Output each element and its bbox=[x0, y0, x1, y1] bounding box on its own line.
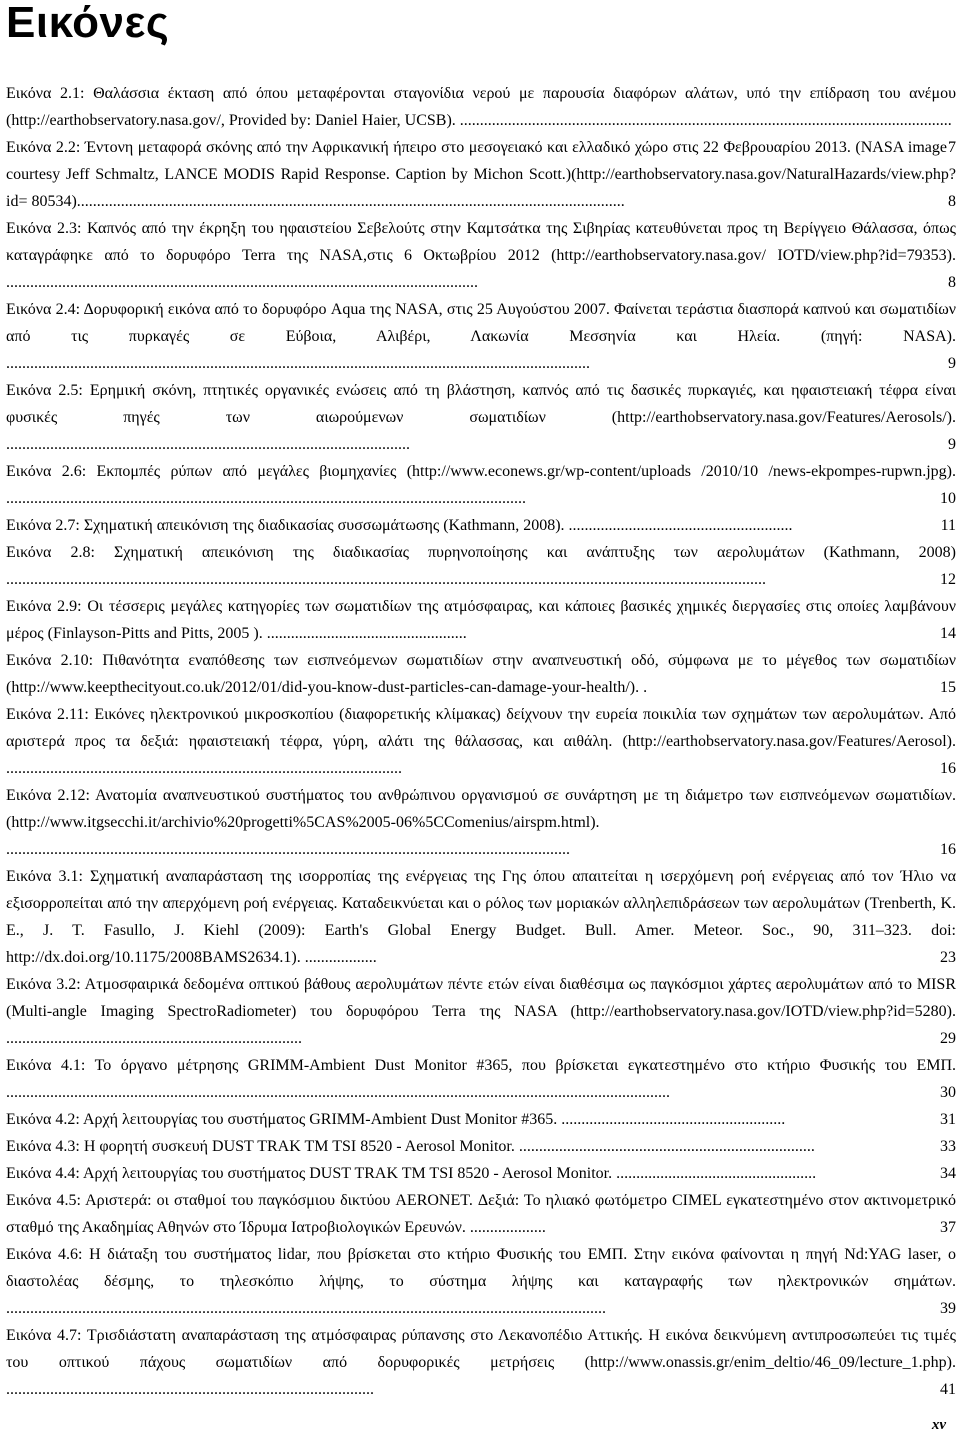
toc-entry-text: Εικόνα 2.7: Σχηματική απεικόνιση της διαδικασίας συσσωμάτωσης (Kathmann, 2008). ........................................................ bbox=[6, 517, 793, 534]
toc-entry-text: Εικόνα 4.5: Αριστερά: οι σταθμοί του παγκόσμιου δικτύου AERONET. Δεξιά: Το ηλιακό φωτόμετρο CIMEL εγκατεστημένο στον ακτινομετρικό σταθμό της Ακαδημίας Αθηνών στο Ίδρυμα Ιατροβιολογικών Ερευνών. ................... bbox=[6, 1192, 956, 1236]
toc-entry bbox=[6, 971, 956, 1052]
toc-page-ref: 9 bbox=[947, 350, 956, 377]
toc-entry-text: Εικόνα 4.6: Η διάταξη του συστήματος lidar, που βρίσκεται στο κτήριο Φυσικής του ΕΜΠ. Στην εικόνα φαίνονται η πηγή Nd:YAG laser, ο διαστολέας δέσμης, το τηλεσκόπιο λήψης, το σύστημα λήψης και καταγραφής των ηλεκτρονικών σημάτων. ...................................................................................................................................................... bbox=[6, 1246, 956, 1317]
toc-entry bbox=[6, 458, 956, 512]
toc-entry-text: Εικόνα 2.11: Εικόνες ηλεκτρονικού μικροσκοπίου (διαφορετικής κλίμακας) δείχνουν την ευρεία ποικιλία των σχημάτων των αερολυμάτων. Από αριστερά προς τα δεξιά: ηφαιστειακή τέφρα, γύρη, αλάτι της θάλασσας, και αιθάλη. (http://earthobservatory.nasa.gov/Features/Aerosol). ................................................................................................... bbox=[6, 706, 956, 777]
toc-page-ref: 41 bbox=[939, 1376, 956, 1403]
toc-entry-text: Εικόνα 4.7: Τρισδιάστατη αναπαράσταση της ατμόσφαιρας ρύπανσης στο Λεκανοπέδιο Αττικής. Η εικόνα δεικνύμενη αντιπροσωπεύει τις τιμές του οπτικού πάχους σωματιδίων από δορυφορικές μετρήσεις (http://www.onassis.gr/enim_deltio/46_09/lecture_1.php). ............................................................................................ bbox=[6, 1327, 956, 1398]
toc-entry bbox=[6, 539, 956, 593]
toc-entry bbox=[6, 1106, 956, 1133]
toc-page-ref: 8 bbox=[947, 269, 956, 296]
toc-entry-text: Εικόνα 4.2: Αρχή λειτουργίας του συστήματος GRIMM-Ambient Dust Monitor #365. ........................................................ bbox=[6, 1111, 786, 1128]
toc-entry-text: Εικόνα 4.4: Αρχή λειτουργίας του συστήματος DUST TRAK TM TSI 8520 - Aerosol Monitor. .................................................. bbox=[6, 1165, 817, 1182]
toc-page-ref: 16 bbox=[939, 836, 956, 863]
toc-entry bbox=[6, 134, 956, 215]
toc-page-ref: 29 bbox=[939, 1025, 956, 1052]
toc-entry-text: Εικόνα 2.5: Ερημική σκόνη, πτητικές οργανικές ενώσεις από τη βλάστηση, καπνός από τις δασικές πυρκαγιές, και ηφαιστειακή τέφρα είναι φυσικές πηγές των αιωρούμενων σωματιδίων (http://earthobservatory.nasa.gov/Features/Aerosols/). ..................................................................................................... bbox=[6, 382, 956, 453]
toc-entry bbox=[6, 701, 956, 782]
toc-page-ref: 9 bbox=[947, 431, 956, 458]
toc-entry bbox=[6, 1160, 956, 1187]
toc-entry bbox=[6, 1241, 956, 1322]
toc-page-ref: 12 bbox=[939, 566, 956, 593]
toc-entry-text: Εικόνα 4.1: Το όργανο μέτρησης GRIMM-Ambient Dust Monitor #365, που βρίσκεται εγκατεστημένο στο κτήριο Φυσικής του ΕΜΠ. ...................................................................................................................................................................... bbox=[6, 1057, 956, 1101]
toc-entry bbox=[6, 1133, 956, 1160]
toc-page-ref: 8 bbox=[947, 188, 956, 215]
toc-entry-text: Εικόνα 4.3: Η φορητή συσκευή DUST TRAK TM TSI 8520 - Aerosol Monitor. .......................................................................... bbox=[6, 1138, 815, 1155]
toc-entry bbox=[6, 593, 956, 647]
toc-entry bbox=[6, 80, 956, 156]
toc-page-ref: 23 bbox=[939, 944, 956, 971]
toc-page-ref: 33 bbox=[939, 1133, 956, 1160]
toc-entry-text: Εικόνα 2.9: Οι τέσσερις μεγάλες κατηγορίες των σωματιδίων της ατμόσφαιρας, και κάποιες βασικές χημικές διεργασίες στις οποίες λαμβάνουν μέρος (Finlayson-Pitts and Pitts, 2005 ). .................................................. bbox=[6, 598, 956, 642]
toc-entry bbox=[6, 1052, 956, 1106]
toc-entry bbox=[6, 782, 956, 863]
toc-entry bbox=[6, 647, 956, 701]
toc-entry-text: Εικόνα 2.3: Καπνός από την έκρηξη του ηφαιστείου Σεβελούτς στην Καμτσάτκα της Σιβηρίας κατευθύνεται προς τη Βερίγγειο Θάλασσα, όπως καταγράφηκε από το δορυφόρο Terra της NASA,στις 6 Οκτωβρίου 2012 (http://earthobservatory.nasa.gov/ IOTD/view.php?id=79353). ...................................................................................................................... bbox=[6, 220, 956, 291]
toc-page-ref: 7 bbox=[947, 134, 956, 161]
toc-entry bbox=[6, 1322, 956, 1403]
toc-entry bbox=[6, 296, 956, 377]
toc-entry-text: Εικόνα 2.10: Πιθανότητα εναπόθεσης των εισπνεόμενων σωματιδίων στην αναπνευστική οδό, σύμφωνα με το μέγεθος των σωματιδίων (http://www.keepthecityout.co.uk/2012/01/did-you-know-dust-particles-can-damage-your-health/). . bbox=[6, 652, 956, 696]
toc-entry-text: Εικόνα 2.2: Έντονη μεταφορά σκόνης από την Αφρικανική ήπειρο στο μεσογειακό και ελλαδικό χώρο στις 22 Φεβρουαρίου 2013. (NASA image courtesy Jeff Schmaltz, LANCE MODIS Rapid Response. Caption by Michon Scott.)(http://earthobservatory.nasa.gov/NaturalHazards/view.php?id= 80534)......................................................................................................................................... bbox=[6, 139, 956, 210]
toc-entry-text: Εικόνα 2.6: Εκπομπές ρύπων από μεγάλες βιομηχανίες (http://www.econews.gr/wp-content/uploads /2010/10 /news-ekpompes-rupwn.jpg). .................................................................................................................................. bbox=[6, 463, 956, 507]
toc-page-ref: 11 bbox=[940, 512, 956, 539]
toc-entry-text: Εικόνα 2.1: Θαλάσσια έκταση από όπου μεταφέρονται σταγονίδια νερού με παρουσία διαφόρων αλάτων, υπό την επίδραση του ανέμου (http://earthobservatory.nasa.gov/, Provided by: Daniel Haier, UCSB). ........................................................................................................................... bbox=[6, 85, 956, 129]
page-number: xv bbox=[931, 1417, 946, 1433]
toc-page-ref: 34 bbox=[939, 1160, 956, 1187]
toc-page-ref: 10 bbox=[939, 485, 956, 512]
toc-entry bbox=[6, 863, 956, 971]
page-title: Εικόνες bbox=[6, 0, 170, 47]
toc-entry-text: Εικόνα 2.8: Σχηματική απεικόνιση της διαδικασίας πυρηνοποίησης και ανάπτυξης των αερολυμάτων (Kathmann, 2008) .............................................................................................................................................................................................. bbox=[6, 544, 956, 588]
toc-entry bbox=[6, 377, 956, 458]
toc-page-ref: 14 bbox=[939, 620, 956, 647]
toc-page-ref: 39 bbox=[939, 1295, 956, 1322]
toc-entry-text: Εικόνα 3.2: Ατμοσφαιρικά δεδομένα οπτικού βάθους αερολυμάτων πέντε ετών είναι διαθέσιμα ως παγκόσμιοι χάρτες αερολυμάτων από το MISR (Multi-angle Imaging SpectroRadiometer) του δορυφόρου Terra της NASA (http://earthobservatory.nasa.gov/IOTD/view.php?id=5280). .......................................................................... bbox=[6, 976, 956, 1047]
toc-entry bbox=[6, 215, 956, 296]
toc-page-ref: 15 bbox=[939, 674, 956, 701]
toc-entry-text: Εικόνα 2.4: Δορυφορική εικόνα από το δορυφόρο Aqua της NASA, στις 25 Αυγούστου 2007. Φαίνεται τεράστια διασπορά καπνού και σωματιδίων από τις πυρκαγές σε Εύβοια, Αλιβέρι, Λακωνία Μεσσηνία και Ηλεία. (πηγή: NASA). .................................................................................................................................................. bbox=[6, 301, 956, 372]
toc-entry-text: Εικόνα 3.1: Σχηματική αναπαράσταση της ισορροπίας της ενέργειας της Γης όπου απαιτείται η ισερχόμενη ροή ενέργειας από τον Ήλιο να εξισορροπείται από την απερχόμενη ροή ενέργειας. Καταδεικνύεται και ο ρόλος των μοριακών αλληλεπιδράσεων των αερολυμάτων (Trenberth, K. E., J. T. Fasullo, J. Kiehl (2009): Earth's Global Energy Budget. Bull. Amer. Meteor. Soc., 90, 311–323. doi: http://dx.doi.org/10.1175/2008BAMS2634.1). .................. bbox=[6, 868, 956, 966]
toc-entry-text: Εικόνα 2.12: Ανατομία αναπνευστικού συστήματος του ανθρώπινου οργανισμού σε συνάρτηση με τη διάμετρο των εισπνεόμενων σωματιδίων. (http://www.itgsecchi.it/archivio%20progetti%5CAS%2005-06%5CComenius/airspm.html). ............................................................................................................................................. bbox=[6, 787, 956, 858]
list-of-figures bbox=[6, 80, 956, 1403]
toc-page-ref: 37 bbox=[939, 1214, 956, 1241]
toc-page-ref: 31 bbox=[939, 1106, 956, 1133]
toc-entry bbox=[6, 1187, 956, 1241]
toc-page-ref: 30 bbox=[939, 1079, 956, 1106]
toc-page-ref: 16 bbox=[939, 755, 956, 782]
toc-entry bbox=[6, 512, 956, 539]
